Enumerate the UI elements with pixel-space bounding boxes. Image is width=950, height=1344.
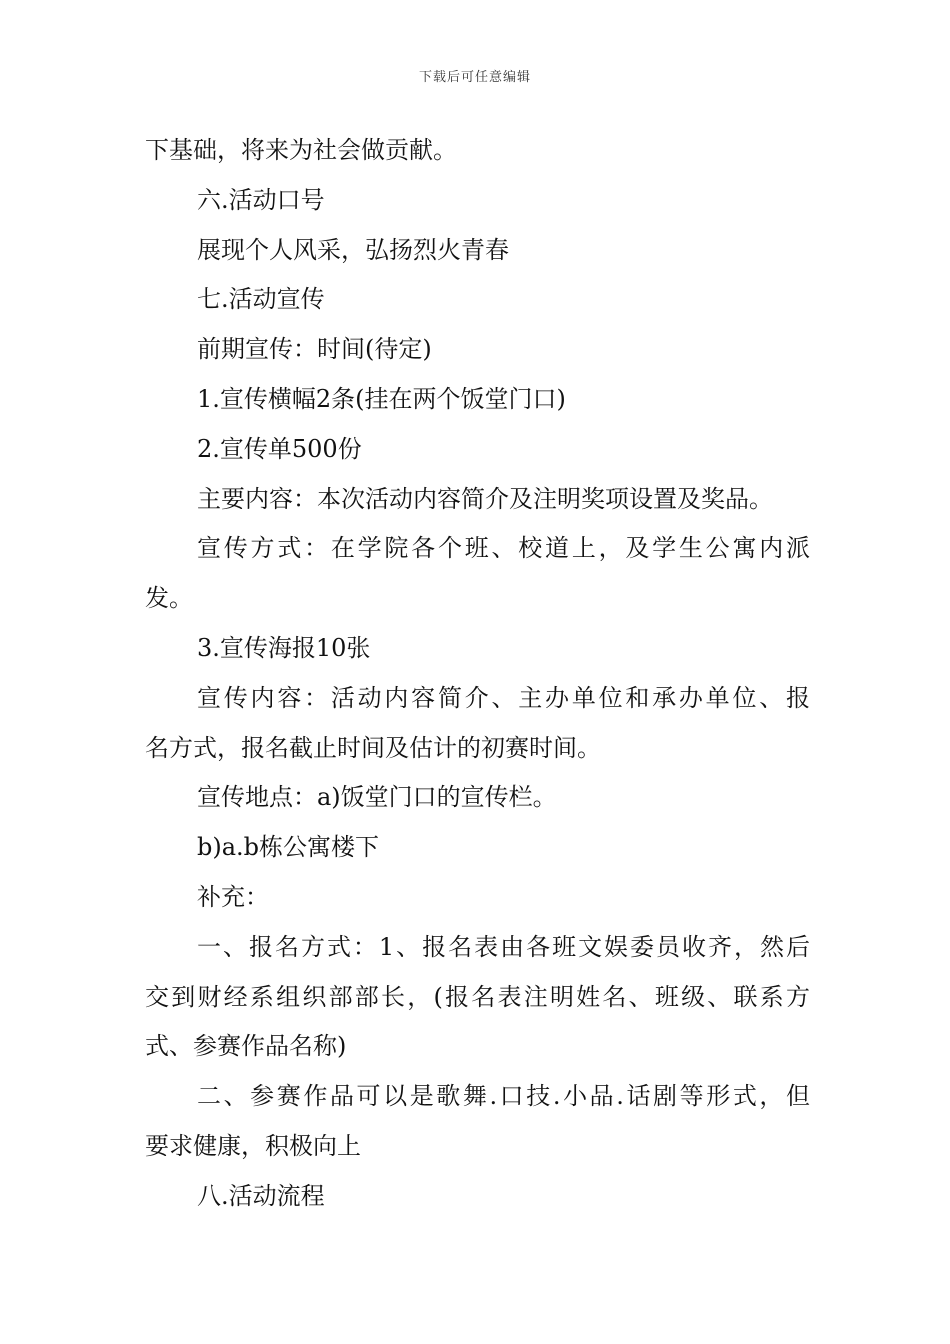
text-line: 宣传地点：a)饭堂门口的宣传栏。 (197, 783, 557, 812)
list-item: 1.宣传横幅2条(挂在两个饭堂门口) (197, 384, 566, 413)
text-line: 前期宣传：时间(待定) (197, 335, 432, 364)
section-heading-publicity: 七.活动宣传 (197, 285, 325, 314)
list-item: 3.宣传海报10张 (197, 633, 371, 662)
text-line: 发。 (145, 584, 193, 613)
text-line: 要求健康，积极向上 (145, 1131, 361, 1160)
text-line: 宣传内容：活动内容简介、主办单位和承办单位、报 (197, 683, 810, 712)
text-line: 式、参赛作品名称) (145, 1032, 347, 1061)
text-line: 补充： (197, 882, 269, 911)
text-line: 一、报名方式：1、报名表由各班文娱委员收齐，然后 (197, 932, 810, 961)
page-header: 下载后可任意编辑 (418, 70, 531, 85)
text-line: 下基础，将来为社会做贡献。 (145, 136, 457, 164)
text-line: b)a.b栋公寓楼下 (197, 833, 380, 862)
text-line: 二、参赛作品可以是歌舞.口技.小品.话剧等形式，但 (197, 1082, 810, 1111)
text-line: 名方式，报名截止时间及估计的初赛时间。 (145, 733, 601, 762)
document-body (145, 126, 810, 1222)
text-line: 展现个人风采，弘扬烈火青春 (197, 235, 509, 264)
text-line: 主要内容：本次活动内容简介及注明奖项设置及奖品。 (197, 484, 773, 513)
list-item: 2.宣传单500份 (197, 434, 362, 463)
section-heading-slogan: 六.活动口号 (197, 185, 325, 214)
section-heading-process: 八.活动流程 (197, 1181, 325, 1210)
text-line: 交到财经系组织部部长，(报名表注明姓名、班级、联系方 (145, 982, 810, 1011)
text-line: 宣传方式：在学院各个班、校道上，及学生公寓内派 (197, 534, 810, 563)
